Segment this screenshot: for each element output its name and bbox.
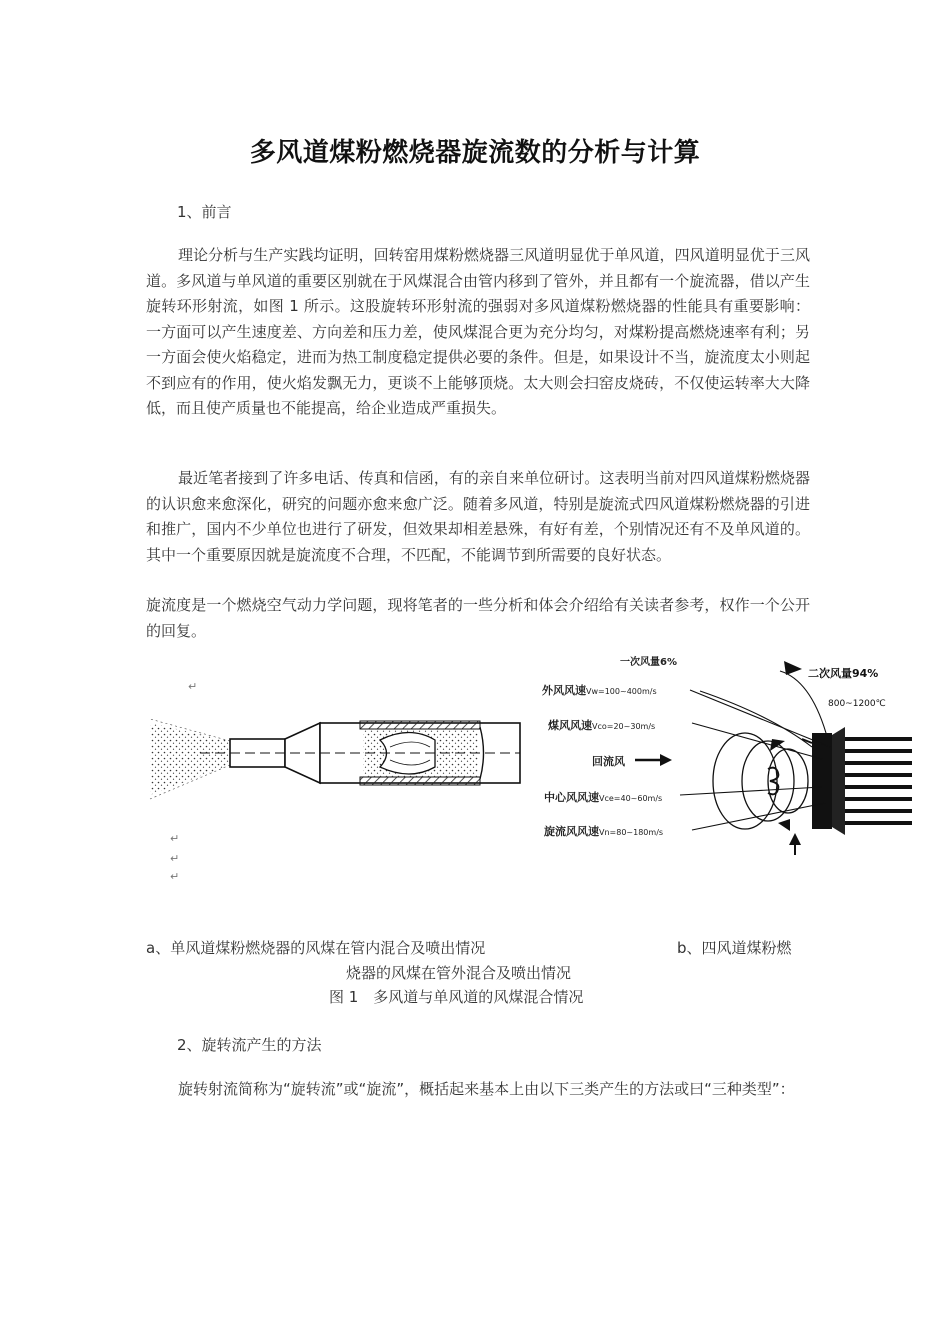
paragraph-3: 旋流度是一个燃烧空气动力学问题，现将笔者的一些分析和体会介绍给有关读者参考，权作一个公开的回复。: [146, 596, 810, 640]
paragraph-1: 理论分析与生产实践均证明，回转窑用煤粉燃烧器三风道明显优于单风道，四风道明显优于三风道。多风道与单风道的重要区别就在于风煤混合由管内移到了管外，并且都有一个旋流器，借以产生旋转环形射流，如图 1 所示。这股旋转环形射流的强弱对多风道煤粉燃烧器的性能具有重要影响：一方面可以产生速度差、方向差和压力差，使风煤混合更为充分均匀，对煤粉提高燃烧速率有利；另一方面会使火焰稳定，进而为热工制度稳定提供必要的条件。但是，如果设计不当，旋流度太小则起不到应有的作用，使火焰发飘无力，更谈不上能够顶烧。太大则会扫窑皮烧砖，不仅使运转率大大降低，而且使产质量也不能提高，给企业造成严重损失。: [146, 246, 810, 417]
center-wind-label: 中心风风速Vce=40~60m/s: [544, 791, 663, 804]
single-channel-burner-diagram: [145, 655, 530, 895]
secondary-air-label: 二次风量94%: [808, 667, 879, 680]
outer-wind-label: 外风风速Vw=100~400m/s: [542, 684, 657, 697]
paragraph-mark: ↵: [170, 832, 180, 845]
caption-a: a、单风道煤粉燃烧器的风煤在管内混合及喷出情况: [146, 939, 486, 957]
paragraph-4: 旋转射流简称为“旋转流”或“旋流”，概括起来基本上由以下三类产生的方法或曰“三种类型”：: [178, 1080, 795, 1098]
caption-b-part2: 烧器的风煤在管外混合及喷出情况: [346, 964, 572, 982]
return-wind-label: 回流风: [592, 755, 625, 768]
burner-nozzle: [812, 733, 832, 829]
section-heading-2: 2、旋转流产生的方法: [177, 1036, 322, 1054]
paragraph-2: 最近笔者接到了许多电话、传真和信函，有的亲自来单位研讨。这表明当前对四风道煤粉燃烧器的认识愈来愈深化，研究的问题亦愈来愈广泛。随着多风道，特别是旋流式四风道煤粉燃烧器的引进和推广，国内不少单位也进行了研发，但效果却相差悬殊，有好有差，个别情况还有不及单风道的。其中一个重要原因就是旋流度不合理，不匹配，不能调节到所需要的良好状态。: [146, 469, 810, 564]
section-heading-1: 1、前言: [177, 203, 232, 221]
paragraph-mark: ↵: [170, 852, 180, 865]
primary-air-label: 一次风量6%: [620, 657, 677, 668]
temperature-label: 800~1200℃: [828, 699, 886, 709]
figure-title: 图 1 多风道与单风道的风煤混合情况: [329, 988, 584, 1006]
paragraph-mark: ↵: [188, 680, 198, 693]
paragraph-mark: ↵: [170, 870, 180, 883]
swirl-wind-label: 旋流风风速Vn=80~180m/s: [544, 825, 664, 838]
caption-b-part1: b、四风道煤粉燃: [677, 939, 792, 957]
page-title: 多风道煤粉燃烧器旋流数的分析与计算: [249, 138, 701, 168]
coal-wind-label: 煤风风速Vco=20~30m/s: [548, 719, 656, 732]
four-channel-burner-diagram: [540, 655, 925, 885]
